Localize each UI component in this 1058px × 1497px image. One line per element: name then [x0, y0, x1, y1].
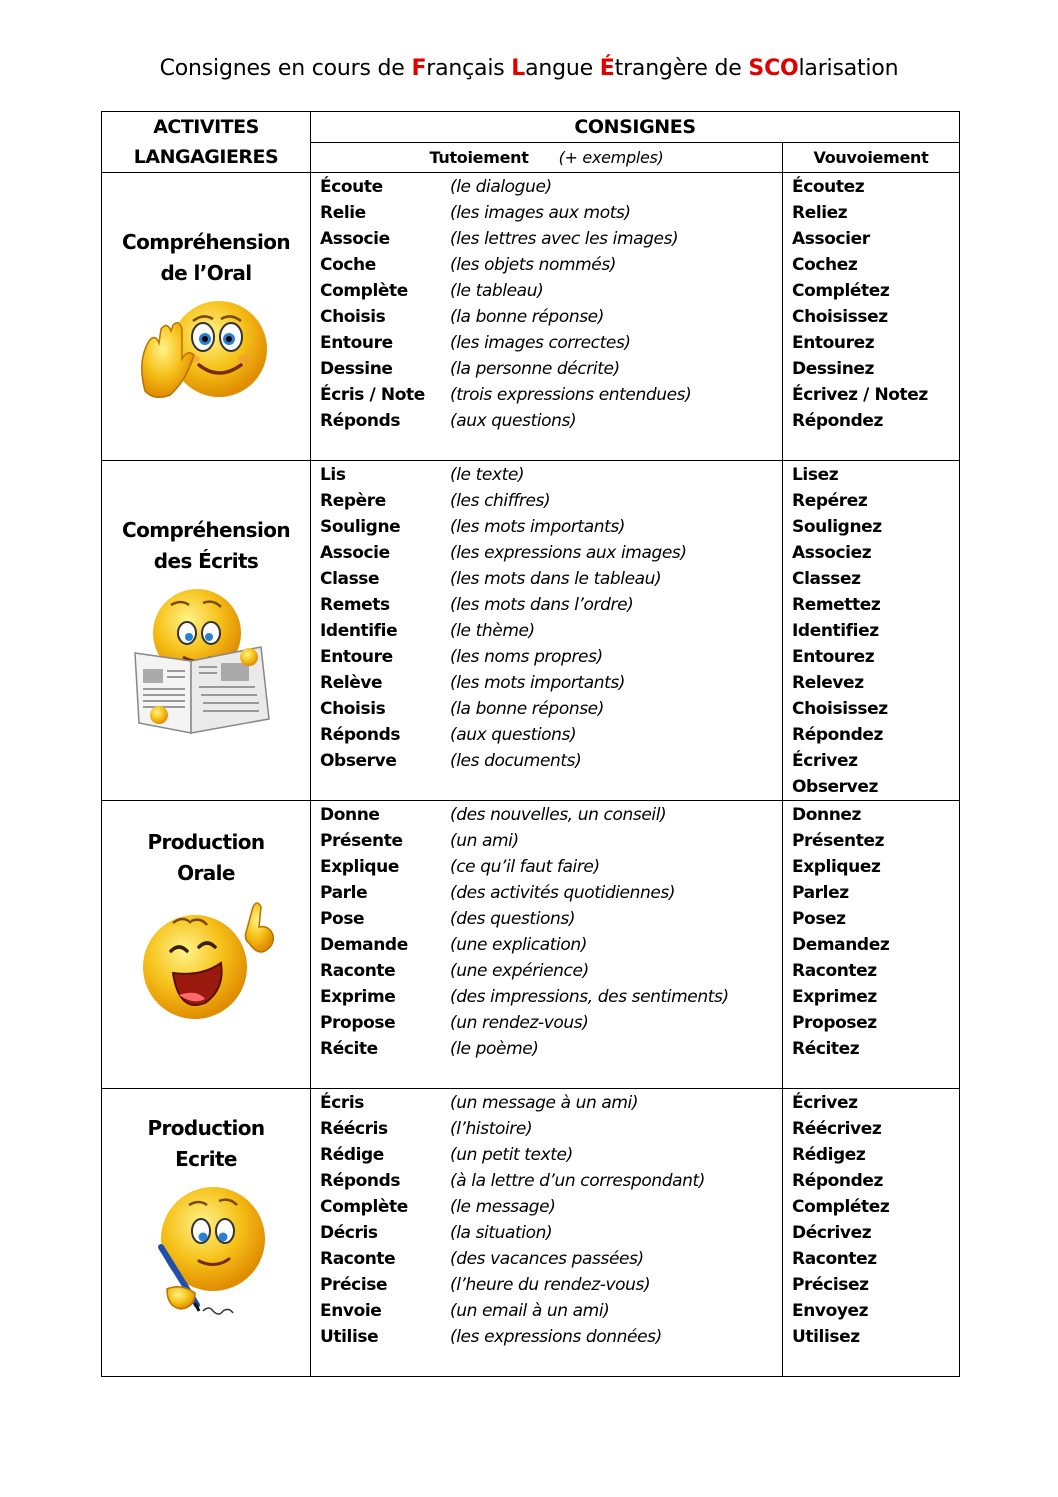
- activity-cell: [102, 801, 311, 1089]
- example: (à la lettre d’un correspondant): [450, 1171, 705, 1191]
- verb: Relève: [320, 673, 383, 693]
- activity-name-line: de l’Oral: [160, 261, 252, 285]
- list-item: [320, 1246, 782, 1272]
- verb: Précise: [320, 1275, 388, 1295]
- list-item: Écrivez: [792, 1093, 858, 1113]
- example: (le texte): [450, 465, 525, 485]
- list-item: Exprimez: [792, 987, 877, 1007]
- verb: Complète: [320, 281, 408, 301]
- list-item: Soulignez: [792, 517, 882, 537]
- talking-smiley-icon: [131, 899, 281, 1024]
- example: (l’heure du rendez-vous): [450, 1275, 651, 1295]
- tutoiement-list: [311, 173, 783, 461]
- verb: Classe: [320, 569, 380, 589]
- verb: Relie: [320, 203, 366, 223]
- verb: Écoute: [320, 177, 383, 197]
- verb: Souligne: [320, 517, 401, 537]
- title-part: trangère de: [614, 56, 749, 81]
- list-item: [320, 382, 782, 408]
- waving-smiley-icon: [131, 299, 281, 409]
- example: (les images aux mots): [450, 203, 631, 223]
- list-item: Récitez: [792, 1039, 860, 1059]
- example: (les lettres avec les images): [450, 229, 679, 249]
- verb: Utilise: [320, 1327, 379, 1347]
- list-item: [320, 644, 782, 670]
- list-item: [320, 566, 782, 592]
- list-item: Posez: [792, 909, 846, 929]
- title-highlight: SCO: [748, 56, 799, 81]
- verb: Remets: [320, 595, 390, 615]
- list-item: [320, 1220, 782, 1246]
- list-item: Reliez: [792, 203, 848, 223]
- list-item: [320, 1142, 782, 1168]
- example: (la bonne réponse): [450, 699, 604, 719]
- list-item: Racontez: [792, 1249, 877, 1269]
- example: (des nouvelles, un conseil): [450, 805, 667, 825]
- example: (un email à un ami): [450, 1301, 610, 1321]
- list-item: Proposez: [792, 1013, 877, 1033]
- verb: Parle: [320, 883, 368, 903]
- list-item: Entourez: [792, 647, 875, 667]
- list-item: Réécrivez: [792, 1119, 882, 1139]
- tutoiement-list: [311, 801, 783, 1089]
- list-item: Associer: [792, 229, 870, 249]
- list-item: [320, 174, 782, 200]
- list-item: Relevez: [792, 673, 864, 693]
- example: (des questions): [450, 909, 576, 929]
- verb: Entoure: [320, 647, 393, 667]
- verb: Associe: [320, 543, 390, 563]
- example: (les mots dans le tableau): [450, 569, 662, 589]
- list-item: Dessinez: [792, 359, 875, 379]
- header-activites: [102, 112, 311, 173]
- title-part: angue: [525, 56, 600, 81]
- list-item: [320, 1090, 782, 1116]
- example: (le thème): [450, 621, 535, 641]
- section-row: [102, 801, 960, 1089]
- example: (des impressions, des sentiments): [450, 987, 729, 1007]
- title-part: larisation: [798, 56, 899, 81]
- list-item: [320, 618, 782, 644]
- list-item: Donnez: [792, 805, 862, 825]
- example: (le poème): [450, 1039, 539, 1059]
- activity-name: [102, 515, 310, 577]
- verb: Réponds: [320, 1171, 401, 1191]
- list-item: Utilisez: [792, 1327, 860, 1347]
- list-item: Associez: [792, 543, 872, 563]
- title-highlight: É: [599, 56, 615, 81]
- title-highlight: F: [411, 56, 427, 81]
- vouvoiement-list: [783, 173, 960, 461]
- activity-name: [102, 827, 310, 889]
- activity-name: [102, 1113, 310, 1175]
- example: (ce qu’il faut faire): [450, 857, 600, 877]
- list-item: [320, 748, 782, 774]
- activity-name-line: Production: [147, 1116, 265, 1140]
- verb: Repère: [320, 491, 386, 511]
- example: (les images correctes): [450, 333, 631, 353]
- verb: Choisis: [320, 699, 386, 719]
- example: (le message): [450, 1197, 556, 1217]
- example: (aux questions): [450, 725, 577, 745]
- list-item: Parlez: [792, 883, 849, 903]
- verb: Demande: [320, 935, 408, 955]
- verb: Donne: [320, 805, 380, 825]
- list-item: [320, 278, 782, 304]
- example: (des activités quotidiennes): [450, 883, 676, 903]
- list-item: [320, 906, 782, 932]
- activity-name-line: Orale: [177, 861, 235, 885]
- example: (une explication): [450, 935, 587, 955]
- list-item: Remettez: [792, 595, 881, 615]
- verb: Raconte: [320, 1249, 396, 1269]
- verb: Entoure: [320, 333, 393, 353]
- list-item: [320, 540, 782, 566]
- tutoiement-list: [311, 461, 783, 801]
- example: (les mots importants): [450, 517, 626, 537]
- list-item: Envoyez: [792, 1301, 869, 1321]
- example: (un message à un ami): [450, 1093, 639, 1113]
- list-item: Classez: [792, 569, 861, 589]
- list-item: [320, 1298, 782, 1324]
- example: (trois expressions entendues): [450, 385, 692, 405]
- list-item: [320, 1272, 782, 1298]
- section-row: [102, 173, 960, 461]
- list-item: [320, 828, 782, 854]
- list-item: [320, 252, 782, 278]
- example: (l’histoire): [450, 1119, 533, 1139]
- list-item: [320, 696, 782, 722]
- activity-name-line: Compréhension: [122, 230, 290, 254]
- verb: Explique: [320, 857, 400, 877]
- verb: Choisis: [320, 307, 386, 327]
- list-item: Écrivez: [792, 751, 858, 771]
- title-part: Consignes en cours de: [159, 56, 412, 81]
- verb: Identifie: [320, 621, 398, 641]
- list-item: [320, 932, 782, 958]
- list-item: Entourez: [792, 333, 875, 353]
- list-item: Observez: [792, 777, 878, 797]
- list-item: Répondez: [792, 1171, 883, 1191]
- list-item: Identifiez: [792, 621, 879, 641]
- activity-cell: [102, 1089, 311, 1377]
- verb: Lis: [320, 465, 346, 485]
- verb: Associe: [320, 229, 390, 249]
- activity-name-line: Production: [147, 830, 265, 854]
- list-item: Complétez: [792, 1197, 890, 1217]
- verb: Récite: [320, 1039, 378, 1059]
- header-activites-line2: LANGAGIERES: [133, 146, 279, 168]
- verb: Raconte: [320, 961, 396, 981]
- list-item: Présentez: [792, 831, 885, 851]
- example: (une expérience): [450, 961, 589, 981]
- list-item: [320, 514, 782, 540]
- example: (les expressions données): [450, 1327, 662, 1347]
- list-item: [320, 1324, 782, 1350]
- activity-cell: [102, 461, 311, 801]
- vouvoiement-list: [783, 1089, 960, 1377]
- title-highlight: L: [511, 56, 526, 81]
- example: (un petit texte): [450, 1145, 573, 1165]
- verb: Coche: [320, 255, 376, 275]
- list-item: Cochez: [792, 255, 858, 275]
- list-item: [320, 1116, 782, 1142]
- example: (la situation): [450, 1223, 553, 1243]
- verb: Envoie: [320, 1301, 382, 1321]
- list-item: Choisissez: [792, 699, 888, 719]
- verb: Dessine: [320, 359, 393, 379]
- header-exemples-label: (+ exemples): [558, 148, 664, 167]
- example: (les expressions aux images): [450, 543, 687, 563]
- activity-cell: [102, 173, 311, 461]
- example: (les documents): [450, 751, 582, 771]
- example: (des vacances passées): [450, 1249, 644, 1269]
- verb: Présente: [320, 831, 403, 851]
- activity-name: [102, 227, 310, 289]
- example: (les chiffres): [450, 491, 551, 511]
- list-item: [320, 958, 782, 984]
- list-item: [320, 226, 782, 252]
- list-item: [320, 984, 782, 1010]
- tutoiement-list: [311, 1089, 783, 1377]
- list-item: Répondez: [792, 725, 883, 745]
- activity-name-line: Ecrite: [175, 1147, 237, 1171]
- section-row: [102, 461, 960, 801]
- section-row: [102, 1089, 960, 1377]
- list-item: [320, 722, 782, 748]
- list-item: [320, 356, 782, 382]
- list-item: [320, 462, 782, 488]
- list-item: [320, 802, 782, 828]
- header-activites-line1: ACTIVITES: [153, 116, 259, 138]
- list-item: Lisez: [792, 465, 839, 485]
- example: (un ami): [450, 831, 519, 851]
- example: (les noms propres): [450, 647, 603, 667]
- vouvoiement-list: [783, 801, 960, 1089]
- verb: Réponds: [320, 725, 401, 745]
- verb: Exprime: [320, 987, 396, 1007]
- example: (les objets nommés): [450, 255, 617, 275]
- header-tutoiement: [311, 143, 783, 173]
- list-item: [320, 330, 782, 356]
- verb: Réécris: [320, 1119, 388, 1139]
- list-item: Écoutez: [792, 177, 865, 197]
- list-item: [320, 200, 782, 226]
- newspaper-smiley-icon: [131, 587, 281, 737]
- list-item: Précisez: [792, 1275, 869, 1295]
- vouvoiement-list: [783, 461, 960, 801]
- example: (les mots importants): [450, 673, 626, 693]
- list-item: Repérez: [792, 491, 868, 511]
- list-item: [320, 880, 782, 906]
- example: (les mots dans l’ordre): [450, 595, 634, 615]
- list-item: Répondez: [792, 411, 883, 431]
- page-title: [0, 56, 1058, 81]
- activity-name-line: des Écrits: [153, 549, 259, 573]
- writing-smiley-icon: [131, 1185, 281, 1315]
- list-item: [320, 408, 782, 434]
- list-item: Écrivez / Notez: [792, 385, 928, 405]
- list-item: Expliquez: [792, 857, 881, 877]
- list-item: [320, 670, 782, 696]
- list-item: Demandez: [792, 935, 890, 955]
- activity-name-line: Compréhension: [122, 518, 290, 542]
- verb: Observe: [320, 751, 397, 771]
- list-item: Rédigez: [792, 1145, 866, 1165]
- list-item: [320, 1036, 782, 1062]
- verb: Rédige: [320, 1145, 384, 1165]
- list-item: [320, 488, 782, 514]
- header-vouvoiement: Vouvoiement: [783, 143, 960, 173]
- example: (le tableau): [450, 281, 544, 301]
- list-item: Choisissez: [792, 307, 888, 327]
- verb: Écris: [320, 1093, 365, 1113]
- list-item: [320, 854, 782, 880]
- example: (la bonne réponse): [450, 307, 604, 327]
- example: (un rendez-vous): [450, 1013, 589, 1033]
- list-item: [320, 1194, 782, 1220]
- list-item: [320, 304, 782, 330]
- verb: Complète: [320, 1197, 408, 1217]
- example: (le dialogue): [450, 177, 552, 197]
- example: (aux questions): [450, 411, 577, 431]
- example: (la personne décrite): [450, 359, 620, 379]
- verb: Écris / Note: [320, 385, 425, 405]
- instructions-table: [101, 111, 960, 1377]
- title-part: rançais: [426, 56, 512, 81]
- verb: Pose: [320, 909, 365, 929]
- list-item: [320, 1010, 782, 1036]
- header-tutoiement-label: Tutoiement: [429, 148, 529, 167]
- list-item: Racontez: [792, 961, 877, 981]
- verb: Décris: [320, 1223, 378, 1243]
- list-item: Décrivez: [792, 1223, 872, 1243]
- header-consignes: CONSIGNES: [311, 112, 960, 143]
- list-item: [320, 1168, 782, 1194]
- verb: Réponds: [320, 411, 401, 431]
- verb: Propose: [320, 1013, 396, 1033]
- list-item: [320, 592, 782, 618]
- list-item: Complétez: [792, 281, 890, 301]
